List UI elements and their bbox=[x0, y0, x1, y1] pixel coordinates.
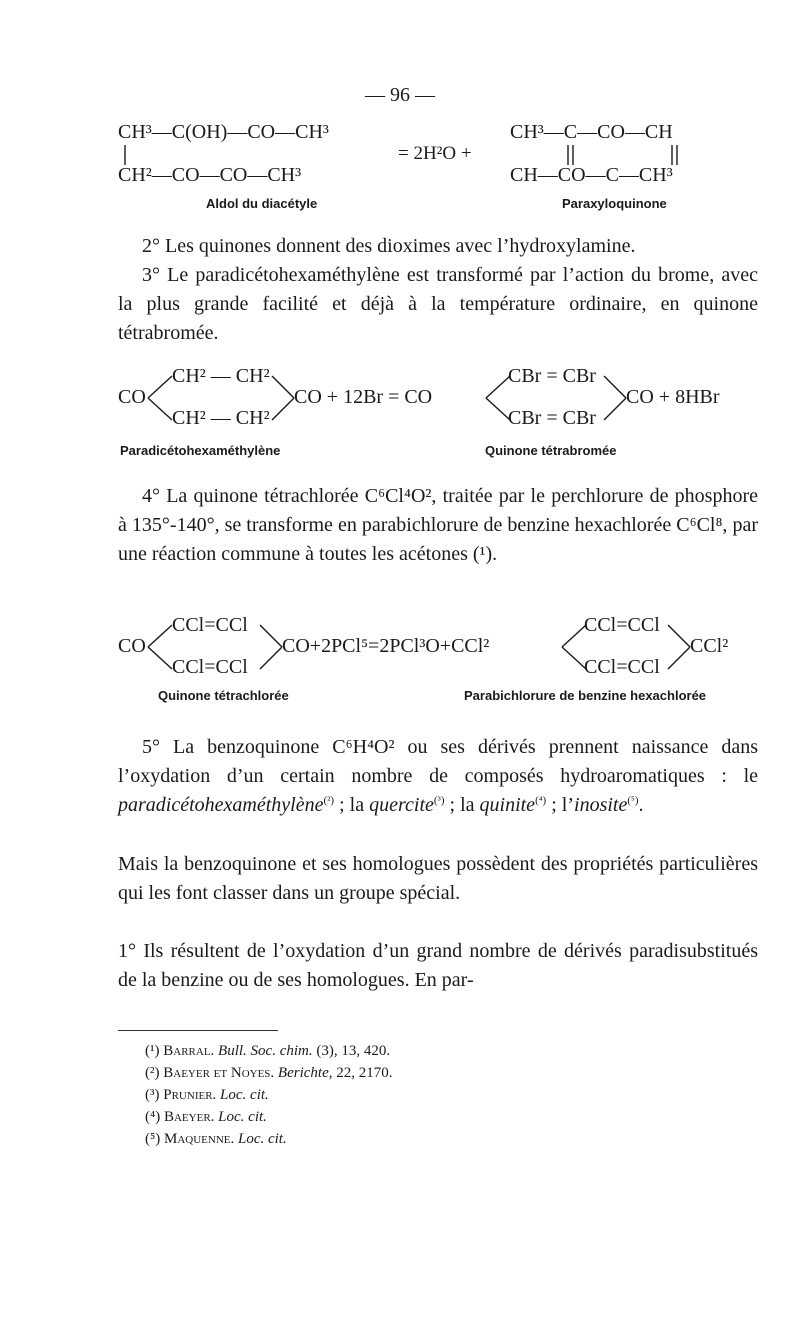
footnote-ref-4: (⁴) bbox=[535, 794, 547, 807]
formula-ccl-bottom-right: CCl=CCl bbox=[584, 656, 660, 678]
formula-right-end: CO + 8HBr bbox=[626, 386, 720, 408]
reaction-middle-2: CO + 12Br = CO bbox=[294, 386, 433, 408]
footnote-detail: 22, 2170. bbox=[332, 1065, 393, 1081]
footnote-mark: (²) bbox=[145, 1065, 160, 1081]
term-quercite: quercite bbox=[369, 794, 434, 816]
formula-right-end-3: CCl² bbox=[690, 635, 729, 657]
caption-quinone-tetrachloree: Quinone tétrachlorée bbox=[158, 688, 289, 703]
term-quinite: quinite bbox=[479, 794, 536, 816]
paragraph-4 bbox=[118, 482, 758, 569]
formula-cbr-bottom: CBr = CBr bbox=[508, 407, 596, 429]
footnote-source: Loc. cit. bbox=[218, 1109, 267, 1125]
caption-quinone-tetrabromee: Quinone tétrabromée bbox=[485, 443, 617, 458]
formula-right-bottom: CH—CO—C—CH³ bbox=[510, 164, 673, 186]
paragraph-5-segment: ; la bbox=[334, 794, 370, 816]
paragraph-2-text: 2° Les quinones donnent des dioximes avec l’hydroxylamine. bbox=[142, 235, 636, 257]
paragraph-5-segment: ; l’ bbox=[546, 794, 575, 816]
caption-parabichlorure: Parabichlorure de benzine hexachlorée bbox=[464, 688, 707, 703]
footnotes bbox=[145, 1040, 392, 1150]
footnote-ref-5: (⁵) bbox=[627, 794, 639, 807]
caption-paradicetohexamethylene: Paradicétohexaméthylène bbox=[120, 443, 281, 458]
formula-right-top: CH³—C—CO—CH bbox=[510, 121, 673, 143]
footnote-1 bbox=[145, 1040, 392, 1062]
formula-ccl-top-left: CCl=CCl bbox=[172, 614, 248, 636]
paragraph-5-segment: ; la bbox=[444, 794, 480, 816]
footnote-2 bbox=[145, 1062, 392, 1084]
footnote-author: Baeyer et Noyes. bbox=[163, 1065, 275, 1081]
paragraph-3-text: 3° Le paradicétohexaméthylène est transformé par l’action du brome, avec la plus grande facilité et déjà à la température ordinaire, en quinone tétrabromée. bbox=[118, 264, 758, 344]
paragraph-5-text bbox=[118, 733, 758, 820]
paragraph-5-segment: 5° La benzoquinone C⁶H⁴O² ou ses dérivés prennent naissance dans l’oxydation d’un certain nombre de composés hydroaromatiques : le bbox=[118, 736, 758, 787]
reaction-middle: = 2H²O + bbox=[398, 143, 472, 164]
footnote-author: Barral. bbox=[163, 1043, 215, 1059]
paragraph-4-text: 4° La quinone tétrachlorée C⁶Cl⁴O², traitée par le perchlorure de phosphore à 135°-140°, se transforme en parabichlorure de benzine hexachlorée C⁶Cl⁸, par une réaction commune à toutes les acétones (¹). bbox=[118, 485, 758, 565]
footnote-ref-2: (²) bbox=[323, 794, 335, 807]
footnote-mark: (³) bbox=[145, 1087, 160, 1103]
formula-co-left: CO bbox=[118, 386, 146, 408]
paragraph-3 bbox=[118, 261, 758, 348]
footnote-separator bbox=[118, 1030, 278, 1031]
footnote-3 bbox=[145, 1084, 392, 1106]
page-number: — 96 — bbox=[365, 84, 435, 106]
formula-ch2-top: CH² — CH² bbox=[172, 365, 270, 387]
term-inosite: inosite bbox=[574, 794, 628, 816]
formula-cbr-top: CBr = CBr bbox=[508, 365, 596, 387]
caption-paraxyloquinone: Paraxyloquinone bbox=[562, 196, 667, 211]
footnote-detail: (3), 13, 420. bbox=[312, 1043, 391, 1059]
formula-ccl-top-right: CCl=CCl bbox=[584, 614, 660, 636]
footnote-source: Loc. cit. bbox=[220, 1087, 269, 1103]
reaction-middle-3: CO+2PCl⁵=2PCl³O+CCl² bbox=[282, 635, 490, 657]
footnote-5 bbox=[145, 1128, 392, 1150]
paragraph-2 bbox=[118, 232, 758, 261]
paragraph-5 bbox=[118, 733, 758, 820]
formula-ccl-bottom-left: CCl=CCl bbox=[172, 656, 248, 678]
formula-left-top: CH³—C(OH)—CO—CH³ bbox=[118, 121, 329, 143]
footnote-source: Bull. Soc. chim. bbox=[218, 1043, 313, 1059]
footnote-mark: (⁴) bbox=[145, 1109, 161, 1125]
paragraph-7 bbox=[118, 937, 758, 995]
footnote-mark: (⁵) bbox=[145, 1131, 161, 1147]
footnote-mark: (¹) bbox=[145, 1043, 160, 1059]
caption-aldol: Aldol du diacétyle bbox=[206, 196, 318, 211]
footnote-ref-3: (³) bbox=[433, 794, 445, 807]
paragraph-5-segment: . bbox=[638, 794, 644, 816]
footnote-4 bbox=[145, 1106, 392, 1128]
footnote-source: Berichte, bbox=[277, 1065, 333, 1081]
footnote-source: Loc. cit. bbox=[237, 1131, 287, 1147]
term-paradicetohexamethylene: paradicétohexaméthylène bbox=[118, 794, 324, 816]
footnote-author: Prunier. bbox=[163, 1087, 217, 1103]
formula-ch2-bottom: CH² — CH² bbox=[172, 407, 270, 429]
paragraph-7-text: 1° Ils résultent de l’oxydation d’un grand nombre de dérivés paradisubstitués de la benzine ou de ses homologues. En par- bbox=[118, 940, 758, 991]
footnote-author: Baeyer. bbox=[163, 1109, 215, 1125]
footnote-author: Maquenne. bbox=[163, 1131, 235, 1147]
paragraph-6 bbox=[118, 850, 758, 908]
formula-co-left-3: CO bbox=[118, 635, 146, 657]
paragraph-6-text: Mais la benzoquinone et ses homologues possèdent des propriétés particulières qui les font classer dans un groupe spécial. bbox=[118, 853, 758, 904]
formula-left-bottom: CH²—CO—CO—CH³ bbox=[118, 164, 302, 186]
